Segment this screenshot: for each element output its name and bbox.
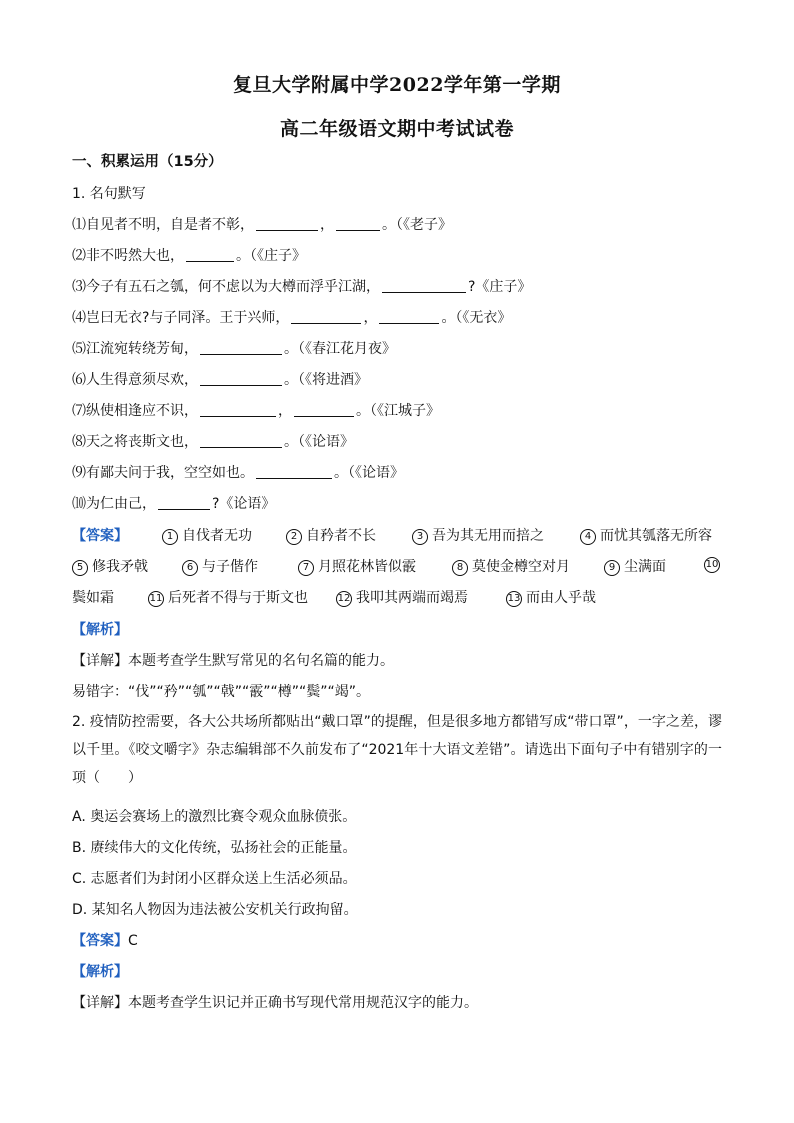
- question-1-heading: 1. 名句默写: [72, 186, 146, 202]
- exam-title-school: 复旦大学附属中学2022学年第一学期: [233, 74, 561, 96]
- answer-item: 10: [704, 556, 724, 573]
- fill-item-8: ⑻天之将丧斯文也， 。（《论语》: [72, 434, 354, 450]
- answer-item: 6 与子偕作: [182, 556, 258, 576]
- answer-item: 3 吾为其无用而掊之: [412, 525, 544, 545]
- option-d: D. 某知名人物因为违法被公安机关行政拘留。: [72, 902, 358, 918]
- answer-item: 9 尘满面: [604, 556, 666, 576]
- exam-title-grade: 高二年级语文期中考试试卷: [279, 118, 514, 140]
- answer-item: 鬓如霜: [72, 590, 114, 606]
- answer-item: 2 自矜者不长: [286, 525, 376, 545]
- answer-blank: [256, 216, 318, 231]
- answer-row-1: [72, 525, 732, 545]
- answer-item: 4 而忧其瓠落无所容: [580, 525, 712, 545]
- fill-item-4: ⑷岂曰无衣?与子同泽。王于兴师， ， 。（《无衣》: [72, 310, 512, 326]
- fill-item-1: ⑴自见者不明，自是者不彰， ， 。（《老子》: [72, 217, 452, 233]
- fill-item-7: ⑺纵使相逢应不识， ， 。（《江城子》: [72, 403, 440, 419]
- fill-item-5: ⑸江流宛转绕芳甸， 。（《春江花月夜》: [72, 341, 396, 357]
- fill-item-2: ⑵非不呺然大也， 。（《庄子》: [72, 248, 306, 264]
- answer-item: 11 后死者不得与于斯文也: [149, 590, 308, 606]
- fill-item-9: ⑼有鄙夫问于我，空空如也。 。（《论语》: [72, 465, 404, 481]
- answer-blank: [336, 216, 380, 231]
- q2-detail-text: 【详解】本题考查学生识记并正确书写现代常用规范汉字的能力。: [72, 995, 478, 1011]
- fill-item-3: ⑶今子有五石之瓠，何不虑以为大樽而浮乎江湖， ?《庄子》: [72, 279, 532, 295]
- answer-blank: [291, 309, 361, 324]
- answer-blank: [200, 433, 282, 448]
- answer-blank: [158, 495, 210, 510]
- answer-row-2: [72, 556, 732, 576]
- answer-item: 7 月照花林皆似霰: [298, 556, 416, 576]
- q2-analysis-label: 【解析】: [72, 964, 128, 980]
- question-2-stem: 2. 疫情防控需要，各大公共场所都贴出“戴口罩”的提醒，但是很多地方都错写成“带口罩”，一字之差，谬以千里。《咬文嚼字》杂志编辑部不久前发布了“2021年十大语文差错”。请选出下面句子中有错别字的一项（ ）: [72, 714, 722, 786]
- answer-blank: [186, 247, 234, 262]
- fill-item-10: ⑽为仁由己， ?《论语》: [72, 496, 276, 512]
- answer-blank: [200, 371, 282, 386]
- error-prone-chars: 易错字：“伐”“矜”“瓠”“戟”“霰”“樽”“鬓”“竭”。: [72, 684, 371, 700]
- option-b: B. 赓续伟大的文化传统，弘扬社会的正能量。: [72, 840, 357, 856]
- answer-item: 5 修我矛戟: [72, 556, 148, 576]
- answer-blank: [379, 309, 439, 324]
- answer-item: 13 而由人乎哉: [507, 590, 596, 606]
- fill-item-6: ⑹人生得意须尽欢， 。（《将进酒》: [72, 372, 368, 388]
- answer-blank: [294, 402, 354, 417]
- detail-text: 【详解】本题考查学生默写常见的名句名篇的能力。: [72, 653, 394, 669]
- answer-item: 1 自伐者无功: [162, 525, 252, 545]
- option-a: A. 奥运会赛场上的激烈比赛令观众血脉偾张。: [72, 809, 357, 825]
- option-c: C. 志愿者们为封闭小区群众送上生活必须品。: [72, 871, 357, 887]
- analysis-label: 【解析】: [72, 622, 128, 638]
- answer-row-3: [72, 587, 732, 607]
- answer-item: 12 我叩其两端而竭焉: [337, 590, 468, 606]
- answer-label: 【答案】: [72, 528, 128, 544]
- answer-blank: [200, 402, 276, 417]
- section-heading: 一、积累运用（15分）: [72, 154, 223, 170]
- answer-blank: [200, 340, 282, 355]
- answer-item: 8 莫使金樽空对月: [452, 556, 570, 576]
- q2-answer: 【答案】C: [72, 933, 138, 949]
- answer-blank: [382, 278, 466, 293]
- answer-blank: [256, 464, 332, 479]
